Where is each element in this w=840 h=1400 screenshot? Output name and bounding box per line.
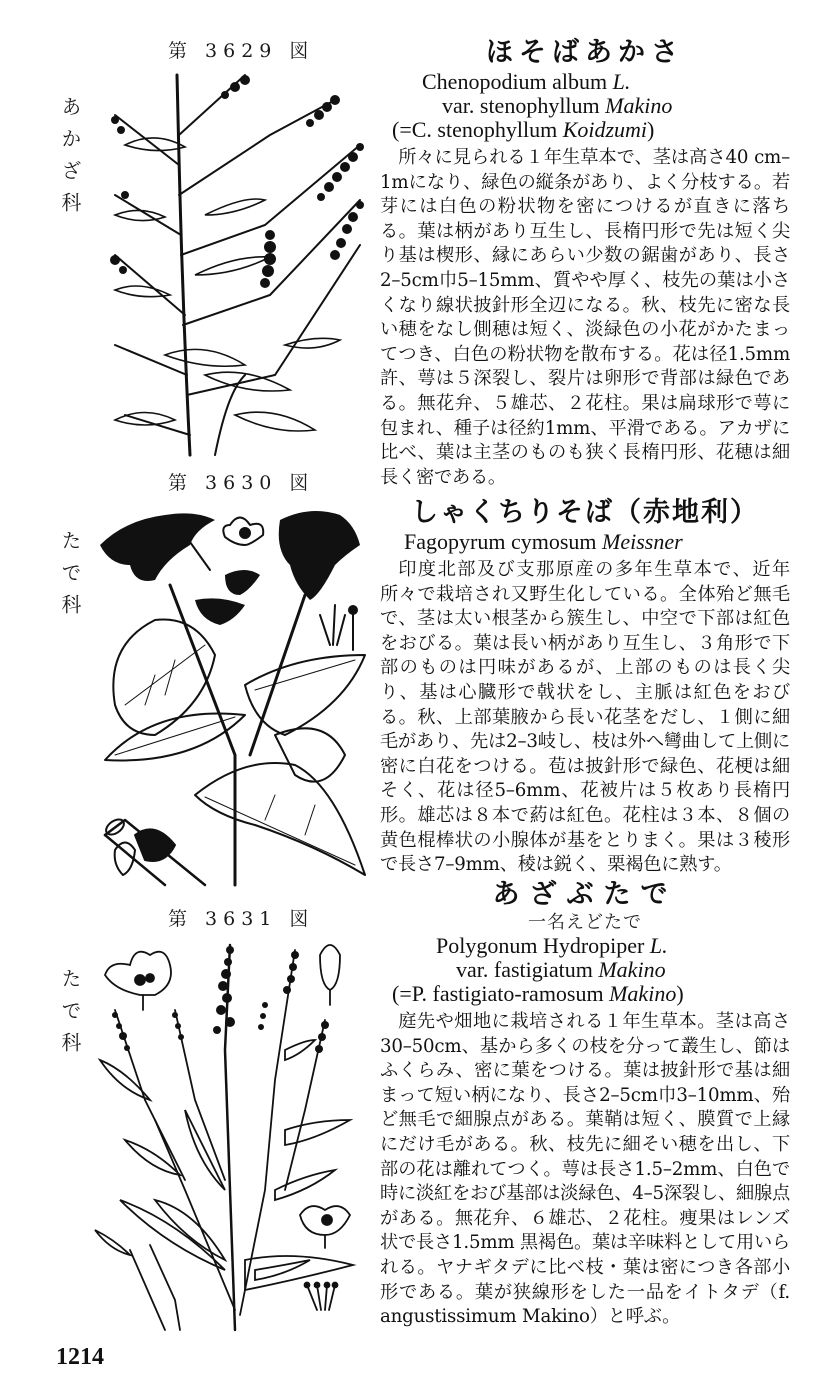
- family-label-tade: たで科: [58, 968, 82, 1064]
- scientific-name-synonym: (=C. stenophyllum Koidzumi): [392, 117, 655, 142]
- scientific-name-line-1: Fagopyrum cymosum Meissner: [404, 529, 683, 554]
- family-label-akaza: あかざ科: [58, 96, 82, 224]
- scientific-name-line-1: Chenopodium album L.: [422, 69, 631, 94]
- description-text: 印度北部及び支那原産の多年生草本で、近年所々で栽培され又野生化している。全体殆ど無毛で、茎は太い根茎から簇生し、中空で下部は紅色をおびる。葉は長い柄があり互生し、３角形で下部のものは円味があるが、上部のものは長く尖り、基は心臓形で戟状をし、主脈は紅色をおびる。秋、上部葉腋から長い花茎をだし、１側に細毛があり、先は2–3岐し、枝は外へ彎曲して上側に密に白花をつける。苞は披針形で緑色、花梗は細そく、花は径5–6mm、花被片は５枚あり長楕円形。雄芯は８本で葯は紅色。花柱は３本、８個の黄色棍棒状の小腺体が基をとりまく。果は３稜形で長さ7–9mm、稜は鋭く、栗褐色に熟す。: [380, 559, 790, 876]
- entry-shakuchirisoba: [380, 496, 790, 878]
- scientific-name-line-2: var. stenophyllum Makino: [442, 93, 673, 118]
- figure-number-3631: 第 3631 図: [168, 908, 315, 930]
- japanese-name-title: あざぶたで: [492, 879, 678, 910]
- plant-illustration-fagopyrum: [95, 505, 370, 885]
- scientific-name-line-1: Polygonum Hydropiper L.: [436, 933, 668, 958]
- figure-number-3629: 第 3629 図: [168, 40, 315, 62]
- japanese-name-title: ほそばあかさ: [486, 37, 684, 68]
- plant-illustration-chenopodium: [95, 75, 380, 460]
- family-label-tade: たで科: [58, 530, 82, 626]
- plant-illustration-polygonum: [95, 930, 370, 1330]
- entry-hosobaakaza: [380, 36, 790, 490]
- alternate-name: 一名えどたで: [528, 912, 642, 933]
- scientific-name-synonym: (=P. fastigiato-ramosum Makino): [392, 981, 684, 1006]
- scientific-name-line-2: var. fastigiatum Makino: [456, 957, 666, 982]
- description-text: 所々に見られる１年生草本で、茎は高さ40 cm–1mになり、緑色の縦条があり、よく分枝する。若芽には白色の粉状物を密につけるが直きに落ちる。葉は柄があり互生し、長楕円形で先は短く尖り基は楔形、縁にあらい少数の鋸歯があり、長さ2–5cm巾5–15mm、質やや厚く、枝先の葉は小さくなり線状披針形全辺になる。秋、枝先に密な長い穂をなし側穂は短く、淡緑色の小花がかたまってつき、白色の粉状物を散布する。花は径1.5mm許、萼は５深裂し、裂片は卵形で背部は緑色である。無花弁、５雄芯、２花柱。果は扁球形で萼に包まれ、種子は径約1mm、平滑である。アカザに比べ、葉は主茎のものも狭く長楕円形、花穂は細長く密である。: [380, 147, 790, 488]
- entry-azabutade: [380, 878, 790, 1330]
- figure-number-3630: 第 3630 図: [168, 472, 315, 494]
- description-text: 庭先や畑地に栽培される１年生草本。茎は高さ30–50cm、基から多くの枝を分って叢生し、節はふくらみ、密に葉をつける。葉は披針形で基は細まって短い柄になり、長さ2–5cm巾3–10mm、殆ど無毛で細腺点がある。葉鞘は短く、膜質で上縁にだけ毛がある。秋、枝先に細そい穂を出し、下部の花は離れてつく。萼は長さ1.5–2mm、白色で時に淡紅をおび基部は淡緑色、4–5深裂し、細腺点がある。無花弁、６雄芯、２花柱。痩果はレンズ状で長さ1.5mm 黒褐色。葉は辛味料として用いられる。ヤナギタデに比べ枝・葉は密につき各部小形である。葉が狭線形をした一品をイトタデ（f. angustissimum Makino）と呼ぶ。: [380, 1011, 790, 1328]
- page-number: 1214: [56, 1344, 104, 1370]
- japanese-name-title: しゃくちりそば（赤地利）: [411, 497, 759, 528]
